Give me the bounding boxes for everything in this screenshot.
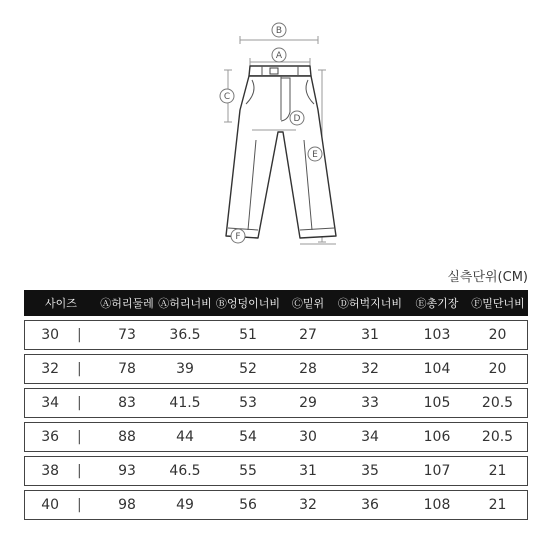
table-cell: 103 <box>406 320 468 350</box>
table-cell: 33 <box>334 388 406 418</box>
table-row <box>24 320 528 350</box>
table-cell: 88 <box>98 422 156 452</box>
header-waist-circumference: Ⓐ허리둘레 <box>98 290 156 316</box>
table-cell: 41.5 <box>156 388 214 418</box>
header-total-length: Ⓔ총기장 <box>406 290 468 316</box>
table-cell: 36 <box>334 490 406 520</box>
table-cell: 32 <box>334 354 406 384</box>
table-cell: 78 <box>98 354 156 384</box>
header-waist-width: Ⓐ허리너비 <box>156 290 214 316</box>
table-cell: 83 <box>98 388 156 418</box>
size-cell: 38 | <box>24 456 98 486</box>
table-cell: 106 <box>406 422 468 452</box>
header-hip-width: Ⓑ엉덩이너비 <box>214 290 282 316</box>
table-cell: 30 <box>282 422 334 452</box>
marker-c-label: C <box>223 92 231 102</box>
table-cell: 56 <box>214 490 282 520</box>
table-cell: 20.5 <box>468 422 528 452</box>
table-cell: 73 <box>98 320 156 350</box>
table-row <box>24 388 528 418</box>
table-cell: 31 <box>282 456 334 486</box>
size-cell: 40 | <box>24 490 98 520</box>
table-cell: 44 <box>156 422 214 452</box>
marker-a-label: A <box>275 51 283 61</box>
unit-label: 실측단위(CM) <box>447 270 528 285</box>
marker-f-label: F <box>235 232 241 242</box>
table-cell: 39 <box>156 354 214 384</box>
table-cell: 54 <box>214 422 282 452</box>
table-header-row <box>24 290 528 316</box>
table-cell: 104 <box>406 354 468 384</box>
pants-measurement-diagram <box>0 0 552 260</box>
size-table <box>24 286 528 524</box>
table-cell: 107 <box>406 456 468 486</box>
size-cell: 30 | <box>24 320 98 350</box>
table-cell: 20 <box>468 354 528 384</box>
table-cell: 53 <box>214 388 282 418</box>
button-icon <box>270 68 278 74</box>
table-cell: 105 <box>406 388 468 418</box>
table-cell: 20.5 <box>468 388 528 418</box>
size-cell: 36 | <box>24 422 98 452</box>
header-rise: Ⓒ밑위 <box>282 290 334 316</box>
header-thigh-width: Ⓓ허벅지너비 <box>334 290 406 316</box>
table-cell: 51 <box>214 320 282 350</box>
table-cell: 28 <box>282 354 334 384</box>
header-hem-width: Ⓕ밑단너비 <box>468 290 528 316</box>
size-cell: 34 | <box>24 388 98 418</box>
table-cell: 34 <box>334 422 406 452</box>
table-row <box>24 422 528 452</box>
table-cell: 21 <box>468 490 528 520</box>
table-cell: 29 <box>282 388 334 418</box>
header-size: 사이즈 <box>24 290 98 316</box>
table-cell: 21 <box>468 456 528 486</box>
table-cell: 98 <box>98 490 156 520</box>
marker-e-label: E <box>312 150 318 160</box>
size-cell: 32 | <box>24 354 98 384</box>
table-cell: 55 <box>214 456 282 486</box>
table-cell: 108 <box>406 490 468 520</box>
table-cell: 32 <box>282 490 334 520</box>
table-cell: 27 <box>282 320 334 350</box>
table-row <box>24 490 528 520</box>
table-cell: 49 <box>156 490 214 520</box>
table-cell: 93 <box>98 456 156 486</box>
marker-b-label: B <box>275 26 283 36</box>
table-row <box>24 354 528 384</box>
table-row <box>24 456 528 486</box>
table-cell: 35 <box>334 456 406 486</box>
table-cell: 31 <box>334 320 406 350</box>
table-cell: 20 <box>468 320 528 350</box>
table-cell: 46.5 <box>156 456 214 486</box>
table-cell: 36.5 <box>156 320 214 350</box>
marker-d-label: D <box>293 114 301 124</box>
table-cell: 52 <box>214 354 282 384</box>
